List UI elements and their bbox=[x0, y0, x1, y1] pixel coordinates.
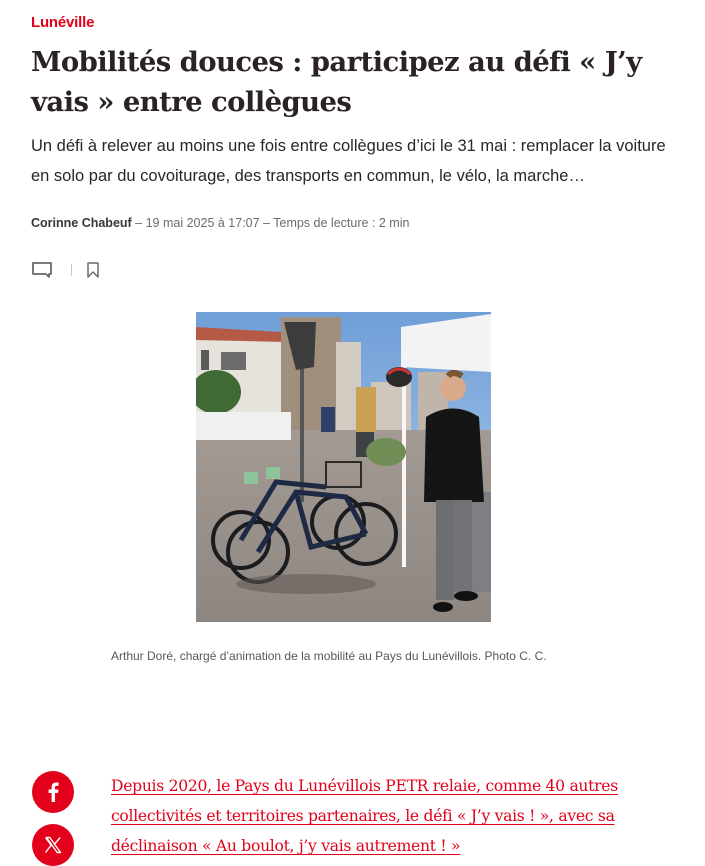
facebook-icon bbox=[47, 782, 59, 802]
comment-button[interactable] bbox=[31, 261, 53, 279]
share-facebook-button[interactable] bbox=[32, 771, 74, 813]
comment-icon bbox=[31, 261, 53, 279]
article-lead: Un défi à relever au moins une fois entre collègues d’ici le 31 mai : remplacer la voiture en solo par du covoiturage, des transports en commun, le vélo, la marche… bbox=[31, 137, 666, 185]
page-title: Mobilités douces : participez au défi « J’y vais » entre collègues bbox=[31, 46, 642, 118]
share-x-button[interactable] bbox=[32, 824, 74, 866]
photo-image bbox=[196, 312, 491, 622]
rubric-link[interactable]: Lunéville bbox=[31, 14, 95, 31]
publish-date: – 19 mai 2025 à 17:07 bbox=[131, 216, 260, 230]
article-actions bbox=[31, 258, 100, 282]
divider bbox=[71, 264, 72, 276]
reading-time: – Temps de lecture : 2 min bbox=[259, 216, 410, 230]
x-icon bbox=[44, 836, 62, 854]
author-name[interactable]: Corinne Chabeuf bbox=[31, 216, 132, 230]
bookmark-icon bbox=[86, 261, 100, 279]
body-paragraph-link[interactable]: Depuis 2020, le Pays du Lunévillois PETR relaie, comme 40 autres collectivités et territoires partenaires, le défi « J’y vais ! », avec sa déclinaison « Au boulot, j’y vais autrement ! » bbox=[111, 777, 618, 855]
article-photo[interactable] bbox=[196, 312, 491, 622]
bookmark-button[interactable] bbox=[86, 261, 100, 279]
byline bbox=[31, 216, 409, 230]
photo-caption: Arthur Doré, chargé d’animation de la mobilité au Pays du Lunévillois. Photo C. C. bbox=[111, 649, 547, 663]
share-bar bbox=[32, 771, 74, 866]
